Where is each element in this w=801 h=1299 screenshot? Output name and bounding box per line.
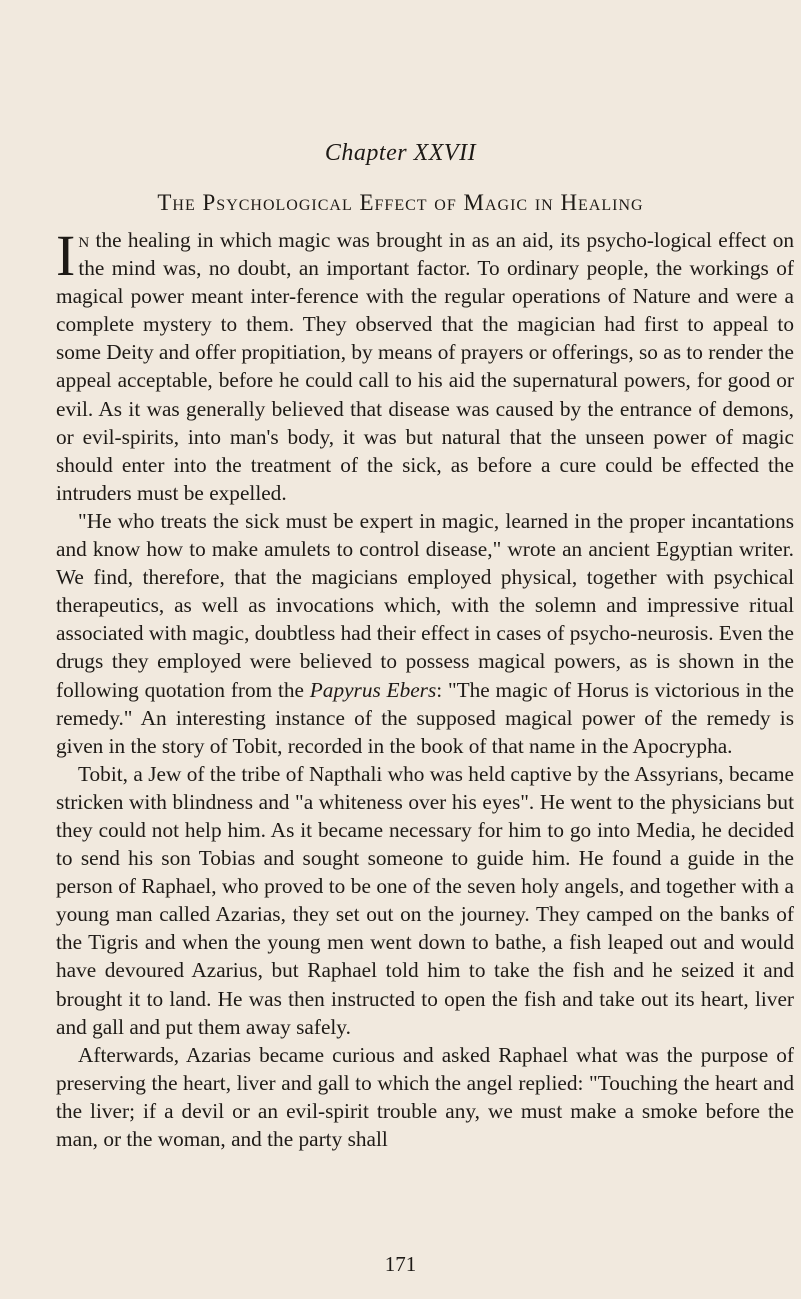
paragraph-2-text-a: "He who treats the sick must be expert in magic, learned in the proper incantations and know how to make amulets to control disease," wrote an ancient Egyptian writer. We find, therefore, that the magicians employed physical, together with psychical therapeutics, as well as invocations which, with the solemn and impressive ritual associated with magic, doubtless had their effect in cases of psycho-neurosis. Even the drugs they employed were believed to possess magical powers, as is shown in the following quotation from the (56, 508, 794, 702)
paragraph-4: Afterwards, Azarias became curious and asked Raphael what was the purpose of preserving the heart, liver and gall to which the angel replied: "Touching the heart and the liver; if a devil or an evil-spirit trouble any, we must make a smoke before the man, or the woman, and the party shall (56, 1042, 794, 1151)
drop-cap-lead: n (78, 228, 90, 252)
paragraph-1-text: the healing in which magic was brought in as an aid, its psycho-logical effect on the mind was, no doubt, an important factor. To ordinary people, the workings of magical power meant inter-ference with the regular operations of Nature and were a complete mystery to them. They observed that the magician had first to appeal to some Deity and offer propitiation, by means of prayers or offerings, so as to render the appeal acceptable, before he could call to his aid the supernatural powers, for good or evil. As it was generally believed that disease was caused by the entrance of demons, or evil-spirits, into man's body, it was but natural that the unseen power of magic should enter into the treatment of the sick, as before a cure could be effected the intruders must be expelled. (56, 228, 794, 505)
papyrus-ebers-title: Papyrus Ebers (309, 677, 437, 702)
paragraph-2 (56, 507, 794, 760)
body-text (56, 223, 794, 1153)
chapter-title: The Psychological Effect of Magic in Healing (157, 190, 644, 215)
drop-cap: I (56, 223, 76, 288)
paragraph-1 (56, 223, 794, 507)
paragraph-3: Tobit, a Jew of the tribe of Napthali who was held captive by the Assyrians, became stricken with blindness and "a whiteness over his eyes". He went to the physicians but they could not help him. As it became necessary for him to go into Media, he decided to send his son Tobias and sought someone to guide him. He found a guide in the person of Raphael, who proved to be one of the seven holy angels, and together with a young man called Azarias, they set out on the journey. They camped on the banks of the Tigris and when the young men went down to bathe, a fish leaped out and would have devoured Azarius, but Raphael told him to take the fish and he seized it and brought it to land. He was then instructed to open the fish and take out its heart, liver and gall and put them away safely. (56, 761, 794, 1039)
page-number: 171 (384, 1252, 417, 1276)
paragraph-2-text-b: : "The magic of Horus is victorious in the remedy." An interesting instance of the supposed magical power of the remedy is given in the story of Tobit, recorded in the book of that name in the Apocrypha. (56, 677, 794, 758)
chapter-heading: Chapter XXVII (324, 140, 477, 166)
